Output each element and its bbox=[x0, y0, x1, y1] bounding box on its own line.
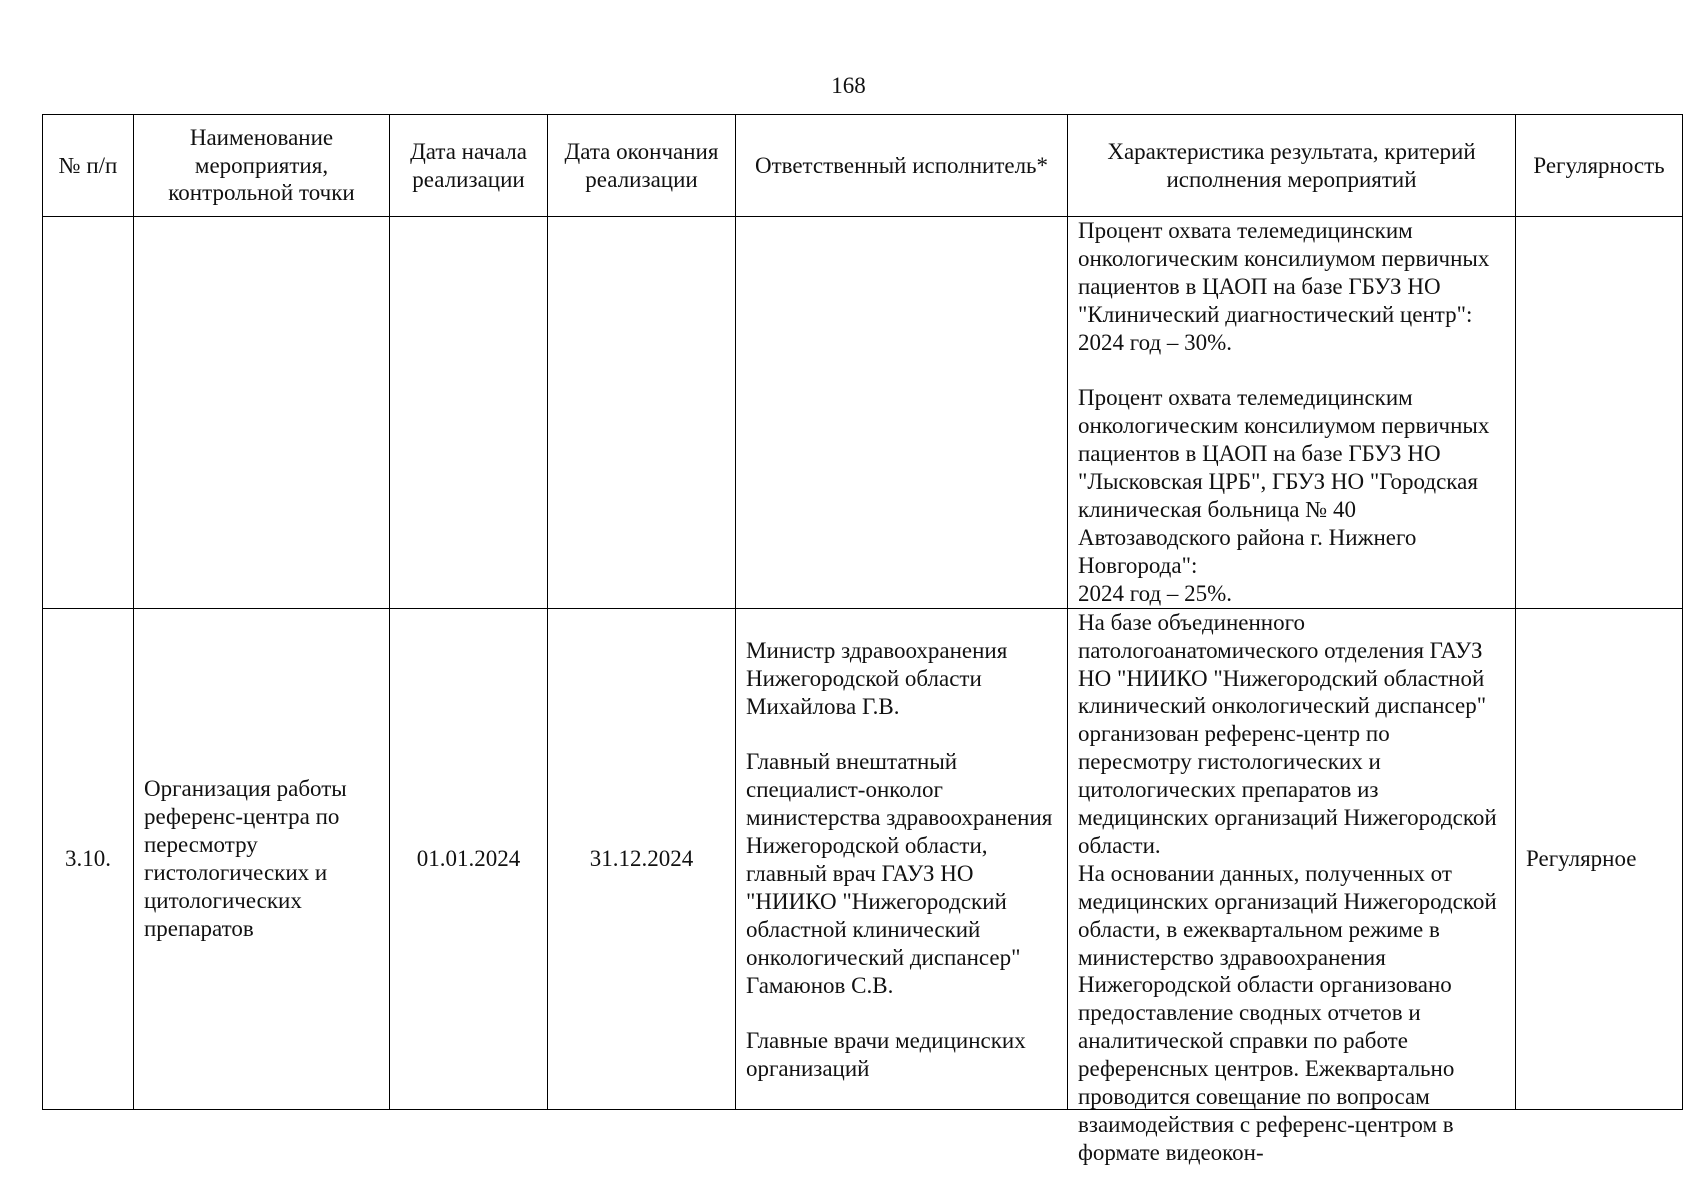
cell-activity-name: Организация работы референс-центра по пересмотру гистологических и цитологических препаратов bbox=[134, 608, 390, 1109]
table-row bbox=[43, 217, 1683, 609]
cell-number: 3.10. bbox=[43, 608, 134, 1109]
activities-table bbox=[42, 114, 1683, 1165]
cell-end-date: 31.12.2024 bbox=[548, 608, 736, 1109]
cell-responsible bbox=[736, 217, 1068, 609]
cell-result: Процент охвата телемедицинским онкологическим консилиумом первичных пациентов в ЦАОП на базе ГБУЗ НО "Клинический диагностический центр": 2024 год – 30%. Процент охвата телемедицинским онкологическим консилиумом первичных пациентов в ЦАОП на базе ГБУЗ НО "Лысковская ЦРБ", ГБУЗ НО "Городская клиническая больница № 40 Автозаводского района г. Нижнего Новгорода": 2024 год – 25%. bbox=[1068, 217, 1516, 609]
page-number: 168 bbox=[831, 73, 866, 98]
header-activity-name: Наименование мероприятия, контрольной точки bbox=[134, 115, 390, 217]
cell-end-date bbox=[548, 217, 736, 609]
cell-regularity bbox=[1516, 217, 1683, 609]
header-regularity: Регулярность bbox=[1516, 115, 1683, 217]
cell-result-container bbox=[1068, 608, 1516, 1165]
cell-result: На базе объединенного патологоанатомического отделения ГАУЗ НО "НИИКО "Нижегородский областной клинический онкологический диспансер" организован референс-центр по пересмотру гистологических и цитологических препаратов из медицинских организаций Нижегородской области. На основании данных, полученных от медицинских организаций Нижегородской области, в ежеквартальном режиме в министерство здравоохранения Нижегородской области организовано предоставление сводных отчетов и аналитической справки по работе референсных центров. Ежеквартально проводится совещание по вопросам взаимодействия с референс-центром в формате видеокон- bbox=[1078, 609, 1497, 1165]
table-row bbox=[43, 608, 1683, 1109]
cell-responsible-container bbox=[736, 608, 1068, 1109]
header-responsible: Ответственный исполнитель* bbox=[736, 115, 1068, 217]
header-end-date: Дата окончания реализации bbox=[548, 115, 736, 217]
header-number: № п/п bbox=[43, 115, 134, 217]
table-header-row bbox=[43, 115, 1683, 217]
cell-number bbox=[43, 217, 134, 609]
cell-responsible: Министр здравоохранения Нижегородской области Михайлова Г.В. Главный внештатный специалист-онколог министерства здравоохранения Нижегородской области, главный врач ГАУЗ НО "НИИКО "Нижегородский областной клинический онкологический диспансер" Гамаюнов С.В. Главные врачи медицинских организаций bbox=[746, 637, 1053, 1082]
cell-start-date: 01.01.2024 bbox=[390, 608, 548, 1109]
header-start-date: Дата начала реализации bbox=[390, 115, 548, 217]
cell-start-date bbox=[390, 217, 548, 609]
header-result: Характеристика результата, критерий исполнения мероприятий bbox=[1068, 115, 1516, 217]
cell-activity-name bbox=[134, 217, 390, 609]
cell-regularity: Регулярное bbox=[1516, 608, 1683, 1109]
